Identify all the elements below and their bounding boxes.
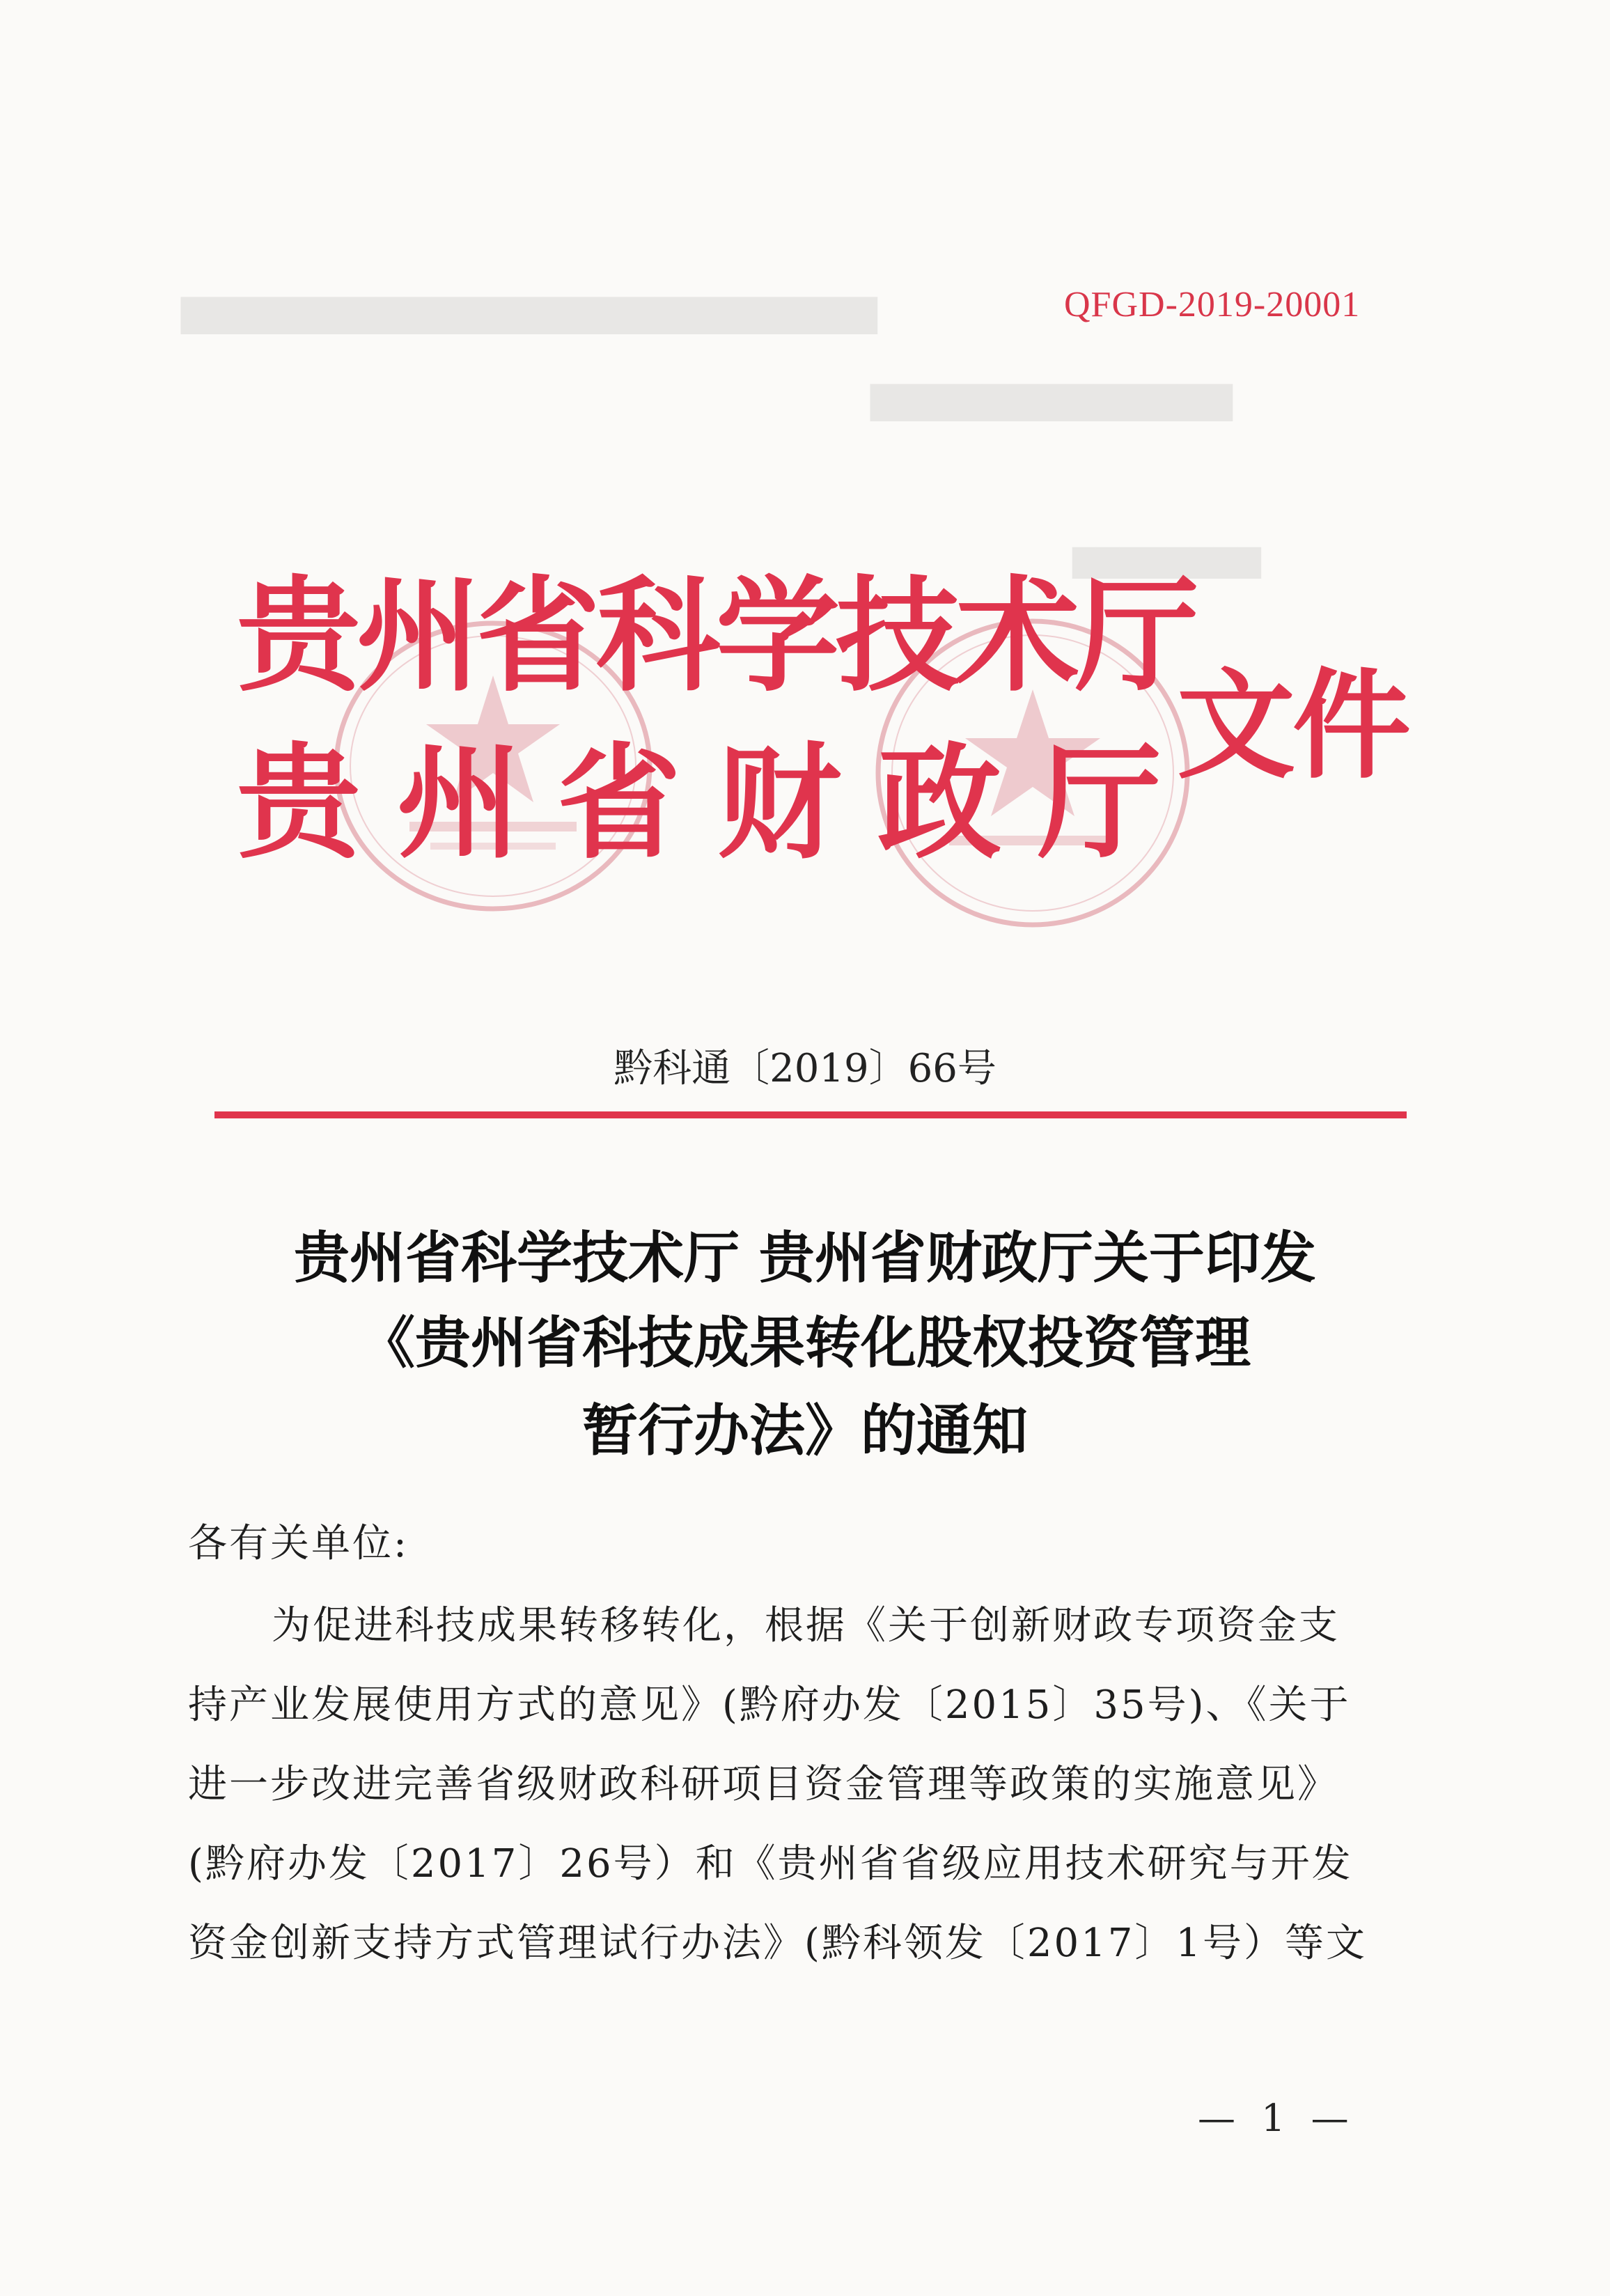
document-number: 黔科通〔2019〕66号	[613, 1046, 997, 1091]
body-line: 资金创新支持方式管理试行办法》(黔科领发〔2017〕1号）等文	[188, 1921, 1367, 1966]
issuer-name-finance-dept: 贵州省财政厅	[237, 730, 1198, 875]
document-title-line-3: 暂行办法》的通知	[582, 1398, 1028, 1463]
bleed-through-mark: ▇▇▇▇▇▇▇▇▇▇▇▇▇	[870, 380, 1233, 421]
issuer-name-science-dept: 贵州省科学技术厅	[237, 563, 1195, 708]
body-line: 为促进科技成果转移转化，根据《关于创新财政专项资金支	[272, 1603, 1340, 1648]
body-line: 持产业发展使用方式的意见》(黔府办发〔2015〕35号)、《关于	[188, 1682, 1351, 1728]
bleed-through-mark: ▇▇▇▇▇▇▇▇▇▇▇▇▇▇▇▇▇▇▇▇▇▇▇▇▇	[181, 292, 877, 334]
body-line: 进一步改进完善省级财政科研项目资金管理等政策的实施意见》	[188, 1762, 1338, 1807]
body-line: (黔府办发〔2017〕26号）和《贵州省省级应用技术研究与开发	[188, 1841, 1353, 1887]
document-code: QFGD-2019-20001	[1064, 285, 1361, 325]
red-divider	[214, 1111, 1407, 1118]
bleed-through-mark: ▇▇▇▇▇▇▇▇	[1072, 543, 1261, 579]
document-title-line-2: 《贵州省科技成果转化股权投资管理	[359, 1310, 1251, 1375]
salutation: 各有关单位:	[188, 1521, 409, 1566]
page-number: — 1 —	[1198, 2096, 1356, 2140]
issuer-suffix: 文件	[1177, 656, 1409, 795]
document-title-line-1: 贵州省科学技术厅 贵州省财政厅关于印发	[294, 1225, 1316, 1290]
